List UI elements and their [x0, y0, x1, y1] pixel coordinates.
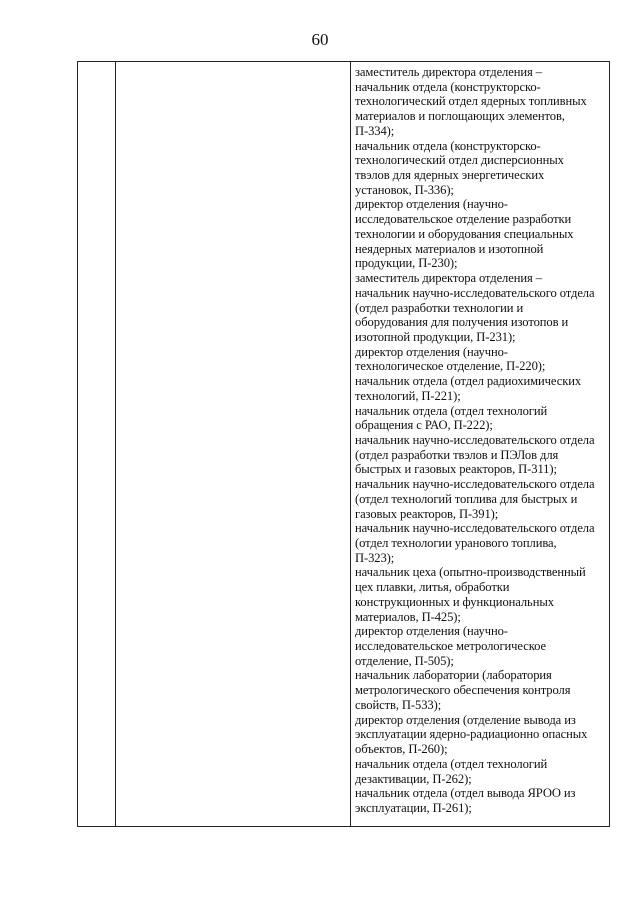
position-line: заместитель директора отделения – [355, 65, 542, 79]
positions-cell [355, 65, 609, 816]
position-line: неядерных материалов и изотопной [355, 241, 544, 256]
position-line: начальник отдела (отдел радиохимических [355, 374, 582, 389]
position-line: изотопной продукции, П-231); [355, 329, 516, 344]
position-line: материалов и поглощающих элементов, [355, 109, 565, 124]
position-line: директор отделения (научно- [355, 197, 508, 212]
position-line: технологии и оборудования специальных [355, 226, 574, 241]
page-number: 60 [311, 30, 329, 49]
position-line: (отдел разработки твэлов и ПЭЛов для [355, 447, 559, 462]
position-line: заместитель директора отделения – [355, 271, 542, 286]
position-line: начальник лаборатории (лаборатория [355, 668, 552, 683]
position-line: П-323); [355, 550, 395, 565]
position-line: начальник отдела (конструкторско- [355, 138, 541, 153]
position-line: метрологического обеспечения контроля [355, 683, 571, 698]
position-line: технологий, П-221); [355, 388, 461, 403]
position-line: технологическое отделение, П-220); [355, 359, 546, 374]
position-line: начальник научно-исследовательского отдела [355, 285, 595, 300]
position-line: начальник научно-исследовательского отдела [355, 477, 595, 492]
position-line: установок, П-336); [355, 182, 454, 197]
position-line: отделение, П-505); [355, 653, 454, 668]
positions-table [77, 61, 610, 827]
position-line: начальник отдела (отдел вывода ЯРОО из [355, 786, 576, 801]
position-line: продукции, П-230); [355, 256, 458, 271]
position-line: технологический отдел дисперсионных [355, 153, 564, 168]
column-divider-2 [350, 62, 351, 826]
position-line: исследовательское метрологическое [355, 639, 546, 654]
position-line: объектов, П-260); [355, 742, 448, 757]
position-line: исследовательское отделение разработки [355, 212, 572, 227]
position-line: обращения с РАО, П-222); [355, 418, 493, 433]
position-line: твэлов для ядерных энергетических [355, 168, 545, 183]
position-line: газовых реакторов, П-391); [355, 506, 499, 521]
position-line: конструкционных и функциональных [355, 594, 554, 609]
position-line: начальник цеха (опытно-производственный [355, 565, 586, 580]
position-line: (отдел технологии уранового топлива, [355, 536, 557, 550]
position-line: дезактивации, П-262); [355, 771, 472, 786]
position-line: П-334); [355, 123, 395, 138]
position-line: быстрых и газовых реакторов, П-311); [355, 462, 557, 477]
position-line: свойств, П-533); [355, 697, 442, 712]
position-line: директор отделения (научно- [355, 344, 508, 359]
position-line: оборудования для получения изотопов и [355, 315, 569, 330]
position-line: директор отделения (отделение вывода из [355, 712, 576, 727]
position-line: технологический отдел ядерных топливных [355, 94, 587, 109]
position-line: (отдел технологий топлива для быстрых и [355, 491, 578, 506]
position-line: начальник отдела (отдел технологий [355, 403, 548, 418]
position-line: начальник отдела (отдел технологий [355, 756, 548, 771]
position-line: директор отделения (научно- [355, 624, 508, 639]
position-line: начальник отдела (конструкторско- [355, 79, 541, 94]
column-divider-1 [115, 62, 116, 826]
position-line: (отдел разработки технологии и [355, 300, 524, 315]
position-line: начальник научно-исследовательского отдела [355, 432, 595, 447]
position-line: эксплуатации, П-261); [355, 800, 472, 815]
position-line: эксплуатации ядерно-радиационно опасных [355, 727, 588, 742]
position-line: цех плавки, литья, обработки [355, 580, 510, 595]
position-line: материалов, П-425); [355, 609, 461, 624]
position-line: начальник научно-исследовательского отдела [355, 521, 595, 536]
